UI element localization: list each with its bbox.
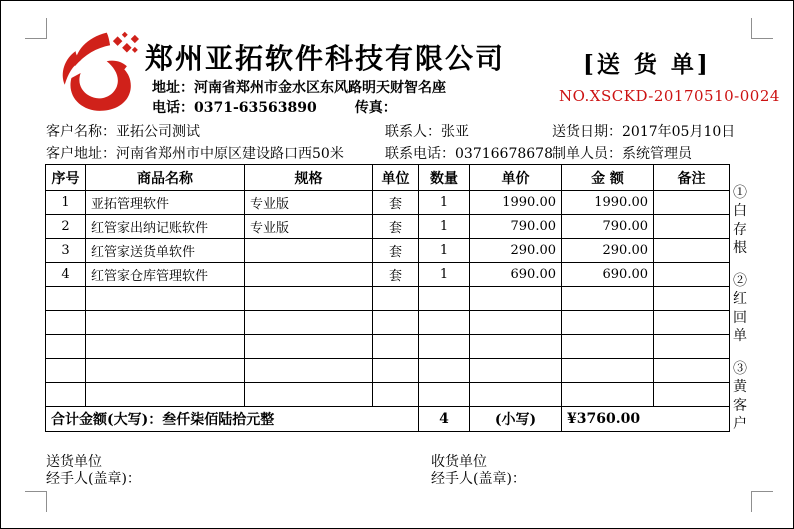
goods-table (45, 164, 730, 432)
total-row (46, 407, 730, 432)
receiver-sign-label: 经手人(盖章)： (431, 471, 526, 487)
table-cell-amount: 1990.00 (562, 191, 654, 215)
empty-table-row (46, 287, 730, 311)
column-header-price: 单价 (470, 165, 562, 191)
table-cell-amount: 690.00 (562, 263, 654, 287)
copy-label-red-return: ②红回单 (733, 272, 747, 345)
copy-label-white-stub: ①白存根 (733, 185, 747, 257)
table-cell-qty: 1 (419, 191, 470, 215)
empty-table-row (46, 335, 730, 359)
table-cell-seq: 2 (46, 215, 86, 239)
table-cell-product: 红管家出纳记账软件 (86, 215, 245, 239)
column-header-qty: 数量 (419, 165, 470, 191)
crop-mark-top-right (751, 18, 773, 39)
table-cell-spec (245, 263, 373, 287)
total-amount-figure: ¥3760.00 (562, 407, 730, 432)
sender-sign-block (46, 454, 141, 488)
contact-phone-field: 联系电话：03716678678 (385, 146, 553, 162)
table-cell-price: 690.00 (470, 263, 562, 287)
column-header-spec: 规格 (245, 165, 373, 191)
table-row (46, 191, 730, 215)
column-header-seq: 序号 (46, 165, 86, 191)
table-row (46, 263, 730, 287)
copy-labels (732, 184, 750, 448)
sender-sign-label: 经手人(盖章)： (46, 471, 141, 487)
table-cell-price: 1990.00 (470, 191, 562, 215)
table-cell-unit: 套 (373, 263, 419, 287)
empty-table-row (46, 311, 730, 335)
customer-name-field: 客户名称：亚拓公司测试 (46, 124, 200, 140)
column-header-unit: 单位 (373, 165, 419, 191)
document-title: [送 货 单] (583, 51, 711, 78)
total-quantity: 4 (419, 407, 470, 432)
table-cell-seq: 4 (46, 263, 86, 287)
table-cell-spec: 专业版 (245, 215, 373, 239)
company-name: 郑州亚拓软件科技有限公司 (145, 42, 506, 75)
sender-title: 送货单位 (46, 454, 102, 470)
company-address-line (152, 77, 446, 97)
table-cell-price: 290.00 (470, 239, 562, 263)
table-cell-seq: 3 (46, 239, 86, 263)
contact-field: 联系人：张亚 (385, 124, 469, 140)
address-label: 地址： (152, 80, 194, 96)
table-cell-spec (245, 239, 373, 263)
customer-address-field: 客户地址：河南省郑州市中原区建设路口西50米 (46, 146, 344, 162)
table-cell-unit: 套 (373, 191, 419, 215)
table-row (46, 215, 730, 239)
table-cell-qty: 1 (419, 215, 470, 239)
table-cell-product: 亚拓管理软件 (86, 191, 245, 215)
company-phone-line (152, 97, 397, 117)
receiver-title: 收货单位 (431, 454, 487, 470)
table-cell-note (654, 191, 730, 215)
column-header-product: 商品名称 (86, 165, 245, 191)
empty-table-row (46, 359, 730, 383)
table-row (46, 239, 730, 263)
phone-value: 0371-63563890 (194, 100, 317, 116)
phone-label: 电话： (152, 100, 194, 116)
total-small-label: (小写) (470, 407, 562, 432)
receiver-sign-block (431, 454, 526, 488)
table-cell-note (654, 215, 730, 239)
table-cell-unit: 套 (373, 215, 419, 239)
table-cell-product: 红管家送货单软件 (86, 239, 245, 263)
table-cell-qty: 1 (419, 263, 470, 287)
table-cell-price: 790.00 (470, 215, 562, 239)
column-header-amount: 金 额 (562, 165, 654, 191)
crop-mark-bottom-left (25, 491, 47, 512)
column-header-note: 备注 (654, 165, 730, 191)
table-cell-spec: 专业版 (245, 191, 373, 215)
total-amount-in-words: 合计金额(大写)：叁仟柒佰陆拾元整 (46, 407, 419, 432)
table-cell-amount: 290.00 (562, 239, 654, 263)
table-cell-amount: 790.00 (562, 215, 654, 239)
table-cell-product: 红管家仓库管理软件 (86, 263, 245, 287)
table-cell-seq: 1 (46, 191, 86, 215)
fax-label: 传真： (354, 100, 397, 116)
table-cell-note (654, 263, 730, 287)
table-cell-unit: 套 (373, 239, 419, 263)
delivery-date-field: 送货日期：2017年05月10日 (552, 124, 736, 140)
table-header-row (46, 165, 730, 191)
document-number: NO.XSCKD-20170510-0024 (559, 87, 780, 105)
copy-label-yellow-customer: ③黄客户 (733, 360, 747, 433)
crop-mark-top-left (25, 18, 47, 39)
company-logo-icon (57, 31, 143, 115)
empty-table-row (46, 383, 730, 407)
crop-mark-bottom-right (751, 491, 773, 512)
table-cell-qty: 1 (419, 239, 470, 263)
address-value: 河南省郑州市金水区东风路明天财智名座 (194, 80, 446, 96)
preparer-field: 制单人员：系统管理员 (552, 146, 692, 162)
table-cell-note (654, 239, 730, 263)
